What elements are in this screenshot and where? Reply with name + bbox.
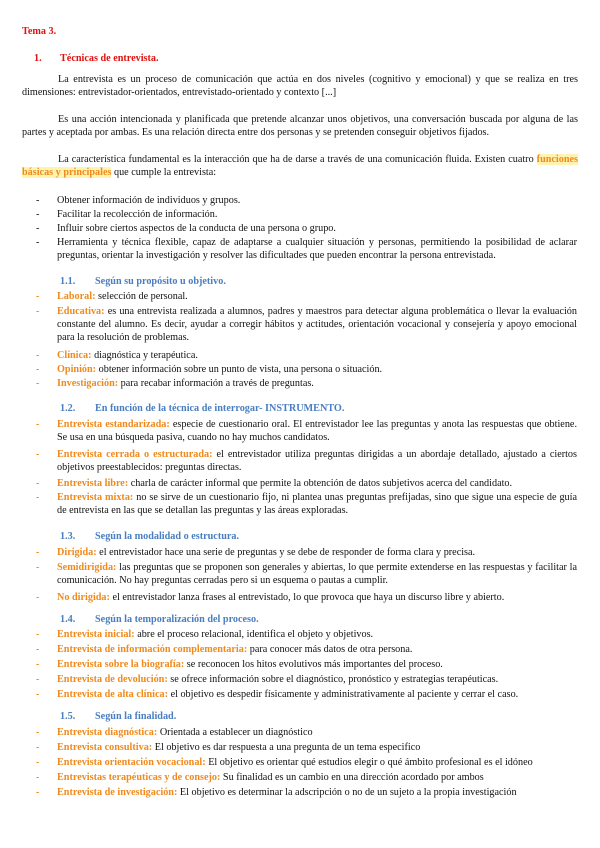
- item-label: Entrevista consultiva:: [57, 742, 153, 753]
- item-label: Entrevistas terapéuticas y de consejo:: [57, 772, 221, 783]
- section-number: 1.4.: [60, 614, 76, 625]
- list-item: [57, 628, 577, 641]
- item-label: Investigación:: [57, 378, 119, 389]
- list-bullet: -: [36, 478, 40, 489]
- item-label: Entrevista de investigación:: [57, 787, 178, 798]
- list-bullet: -: [36, 223, 40, 234]
- list-item: [57, 771, 577, 784]
- list-item: [57, 377, 577, 390]
- list-bullet: -: [36, 419, 40, 430]
- item-text: las preguntas que se proponen son generales y abiertas, lo que permite extenderse en las respuestas y facilitar la comunicación. No hay preguntas cerradas pero si un esquema o pautas a cumplir.: [57, 562, 577, 586]
- list-bullet: -: [36, 291, 40, 302]
- item-label: Entrevista de alta clínica:: [57, 689, 169, 700]
- item-text: el entrevistador utiliza preguntas dirigidas a un abordaje detallado, ajustado a ciertos objetivos preestablecidos: preguntas directas.: [57, 449, 577, 473]
- list-bullet: -: [36, 644, 40, 655]
- list-item: Obtener información de individuos y grupos.: [57, 195, 241, 206]
- item-label: Entrevista cerrada o estructurada:: [57, 449, 213, 460]
- list-bullet: -: [36, 757, 40, 768]
- item-text: para conocer más datos de otra persona.: [247, 644, 413, 655]
- list-item: [57, 448, 577, 474]
- item-label: Laboral:: [57, 291, 96, 302]
- tema-label: Tema 3.: [22, 26, 57, 37]
- item-label: Semidirigida:: [57, 562, 117, 573]
- list-bullet: -: [36, 689, 40, 700]
- item-label: Entrevista orientación vocacional:: [57, 757, 206, 768]
- list-bullet: -: [36, 562, 40, 573]
- item-text: Su finalidad es un cambio en una dirección acordado por ambos: [220, 772, 484, 783]
- highlighted-term: funciones básicas y principales: [22, 154, 578, 178]
- list-bullet: -: [36, 742, 40, 753]
- list-bullet: -: [36, 674, 40, 685]
- item-text: El objetivo es determinar la adscripción o no de un sujeto a la propia investigación: [177, 787, 517, 798]
- item-text: charla de carácter informal que permite la obtención de datos subjetivos acerca del candidato.: [128, 478, 513, 489]
- item-label: Educativa:: [57, 306, 105, 317]
- list-item: [57, 349, 577, 362]
- list-item: [57, 756, 577, 769]
- section-title: Según la finalidad.: [95, 711, 177, 722]
- list-item: [57, 363, 577, 376]
- list-bullet: -: [36, 195, 40, 206]
- list-bullet: -: [36, 787, 40, 798]
- list-item: [57, 305, 577, 344]
- section-number: 1.3.: [60, 531, 76, 542]
- item-label: Entrevista estandarizada:: [57, 419, 170, 430]
- item-text: es una entrevista realizada a alumnos, padres y maestros para detectar alguna problemática o llevar la evaluación constante del alumno. Es decir, ayudar a corregir hábitos y actitudes, orientación vocacional y consejería y apoyo emocional para la resolución de problemas.: [57, 306, 577, 343]
- list-bullet: -: [36, 547, 40, 558]
- item-text: El objetivo es dar respuesta a una pregunta de un tema especifico: [152, 742, 421, 753]
- item-text: se ofrece información sobre el diagnóstico, pronóstico y estrategias terapéuticas.: [167, 674, 499, 685]
- list-item: [57, 741, 577, 754]
- item-text: el objetivo es despedir físicamente y administrativamente al paciente y cerrar el caso.: [168, 689, 519, 700]
- item-text: se reconocen los hitos evolutivos más importantes del proceso.: [184, 659, 443, 670]
- list-bullet: -: [36, 350, 40, 361]
- item-label: Dirigida:: [57, 547, 97, 558]
- list-bullet: -: [36, 237, 40, 248]
- list-item: Facilitar la recolección de información.: [57, 209, 218, 220]
- item-label: Entrevista inicial:: [57, 629, 135, 640]
- list-bullet: -: [36, 306, 40, 317]
- section-number: 1.5.: [60, 711, 76, 722]
- item-text: el entrevistador hace una serie de preguntas y se debe de responder de forma clara y precisa.: [96, 547, 476, 558]
- section-title: Según su propósito u objetivo.: [95, 276, 226, 287]
- item-label: Entrevista mixta:: [57, 492, 134, 503]
- list-bullet: -: [36, 772, 40, 783]
- item-text: selección de personal.: [95, 291, 188, 302]
- section-number: 1.2.: [60, 403, 76, 414]
- item-text: El objetivo es orientar qué estudios elegir o qué ámbito profesional es el idóneo: [205, 757, 533, 768]
- main-heading-number: 1.: [34, 53, 42, 64]
- item-label: Entrevista sobre la biografía:: [57, 659, 185, 670]
- item-label: No dirigida:: [57, 592, 110, 603]
- item-text: no se sirve de un cuestionario fijo, ni plantea unas preguntas prefijadas, sino que sigue una especie de guía de entrevista en las que se detallan las preguntas y las áreas exploradas.: [57, 492, 577, 516]
- list-item: [57, 491, 577, 517]
- item-label: Entrevista de devolución:: [57, 674, 168, 685]
- section-title: Según la modalidad o estructura.: [95, 531, 240, 542]
- list-item: [57, 477, 577, 490]
- list-item: [57, 418, 577, 444]
- list-bullet: -: [36, 659, 40, 670]
- list-item: [57, 591, 577, 604]
- item-text: especie de cuestionario oral. El entrevistador lee las preguntas y anota las respuestas que obtiene. Se usa en una búsqueda pasiva, cuando no hay muchos candidatos.: [57, 419, 577, 443]
- list-item: [57, 643, 577, 656]
- item-text: obtener información sobre un punto de vista, una persona o situación.: [96, 364, 383, 375]
- list-bullet: -: [36, 449, 40, 460]
- paragraph-characteristic-start: La característica fundamental es la interacción que ha de darse a través de una comunicación fluida. Existen cuatro: [58, 154, 537, 165]
- main-heading-title: Técnicas de entrevista.: [60, 53, 159, 64]
- list-item: Herramienta y técnica flexible, capaz de adaptarse a cualquier situación y personas, permitiendo la posibilidad de aclarar preguntas, orientar la investigación y resolver las dificultades que pueden encontrar la persona entrevistada.: [57, 237, 577, 261]
- list-item: [57, 673, 577, 686]
- list-item: [57, 726, 577, 739]
- list-bullet: -: [36, 629, 40, 640]
- item-text: Orientada a establecer un diagnóstico: [157, 727, 313, 738]
- item-text: diagnóstica y terapéutica.: [91, 350, 198, 361]
- paragraph-intentional-action: Es una acción intencionada y planificada que pretende alcanzar unos objetivos, una conversación buscada por alguna de las partes y aceptada por ambas. Es una relación directa entre dos personas y se pretenden conseguir objetivos fijados.: [22, 114, 578, 138]
- paragraph-definition: La entrevista es un proceso de comunicación que actúa en dos niveles (cognitivo y emocional) y que se realiza en tres dimensiones: entrevistador-orientados, entrevistado-orientado y contexto [...]: [22, 74, 578, 98]
- list-bullet: -: [36, 209, 40, 220]
- list-item: Influir sobre ciertos aspectos de la conducta de una persona o grupo.: [57, 223, 336, 234]
- item-text: para recabar información a través de preguntas.: [118, 378, 314, 389]
- item-label: Entrevista de información complementaria:: [57, 644, 248, 655]
- item-label: Entrevista diagnóstica:: [57, 727, 158, 738]
- item-label: Clínica:: [57, 350, 92, 361]
- list-bullet: -: [36, 364, 40, 375]
- paragraph-characteristic-end: que cumple la entrevista:: [111, 167, 217, 178]
- list-item: [57, 290, 577, 303]
- list-item: [57, 546, 577, 559]
- list-bullet: -: [36, 592, 40, 603]
- list-item: [57, 688, 577, 701]
- list-item: [57, 786, 577, 799]
- section-title: Según la temporalización del proceso.: [95, 614, 259, 625]
- item-text: abre el proceso relacional, identifica el objeto y objetivos.: [134, 629, 374, 640]
- item-label: Entrevista libre:: [57, 478, 129, 489]
- list-bullet: -: [36, 727, 40, 738]
- list-item: [57, 561, 577, 587]
- item-text: el entrevistador lanza frases al entrevistado, lo que provoca que haya un discurso libre y abierto.: [109, 592, 505, 603]
- list-bullet: -: [36, 378, 40, 389]
- section-title: En función de la técnica de interrogar- INSTRUMENTO.: [95, 403, 345, 414]
- list-bullet: -: [36, 492, 40, 503]
- section-number: 1.1.: [60, 276, 76, 287]
- list-item: [57, 658, 577, 671]
- paragraph-characteristic: [22, 153, 578, 179]
- item-label: Opinión:: [57, 364, 97, 375]
